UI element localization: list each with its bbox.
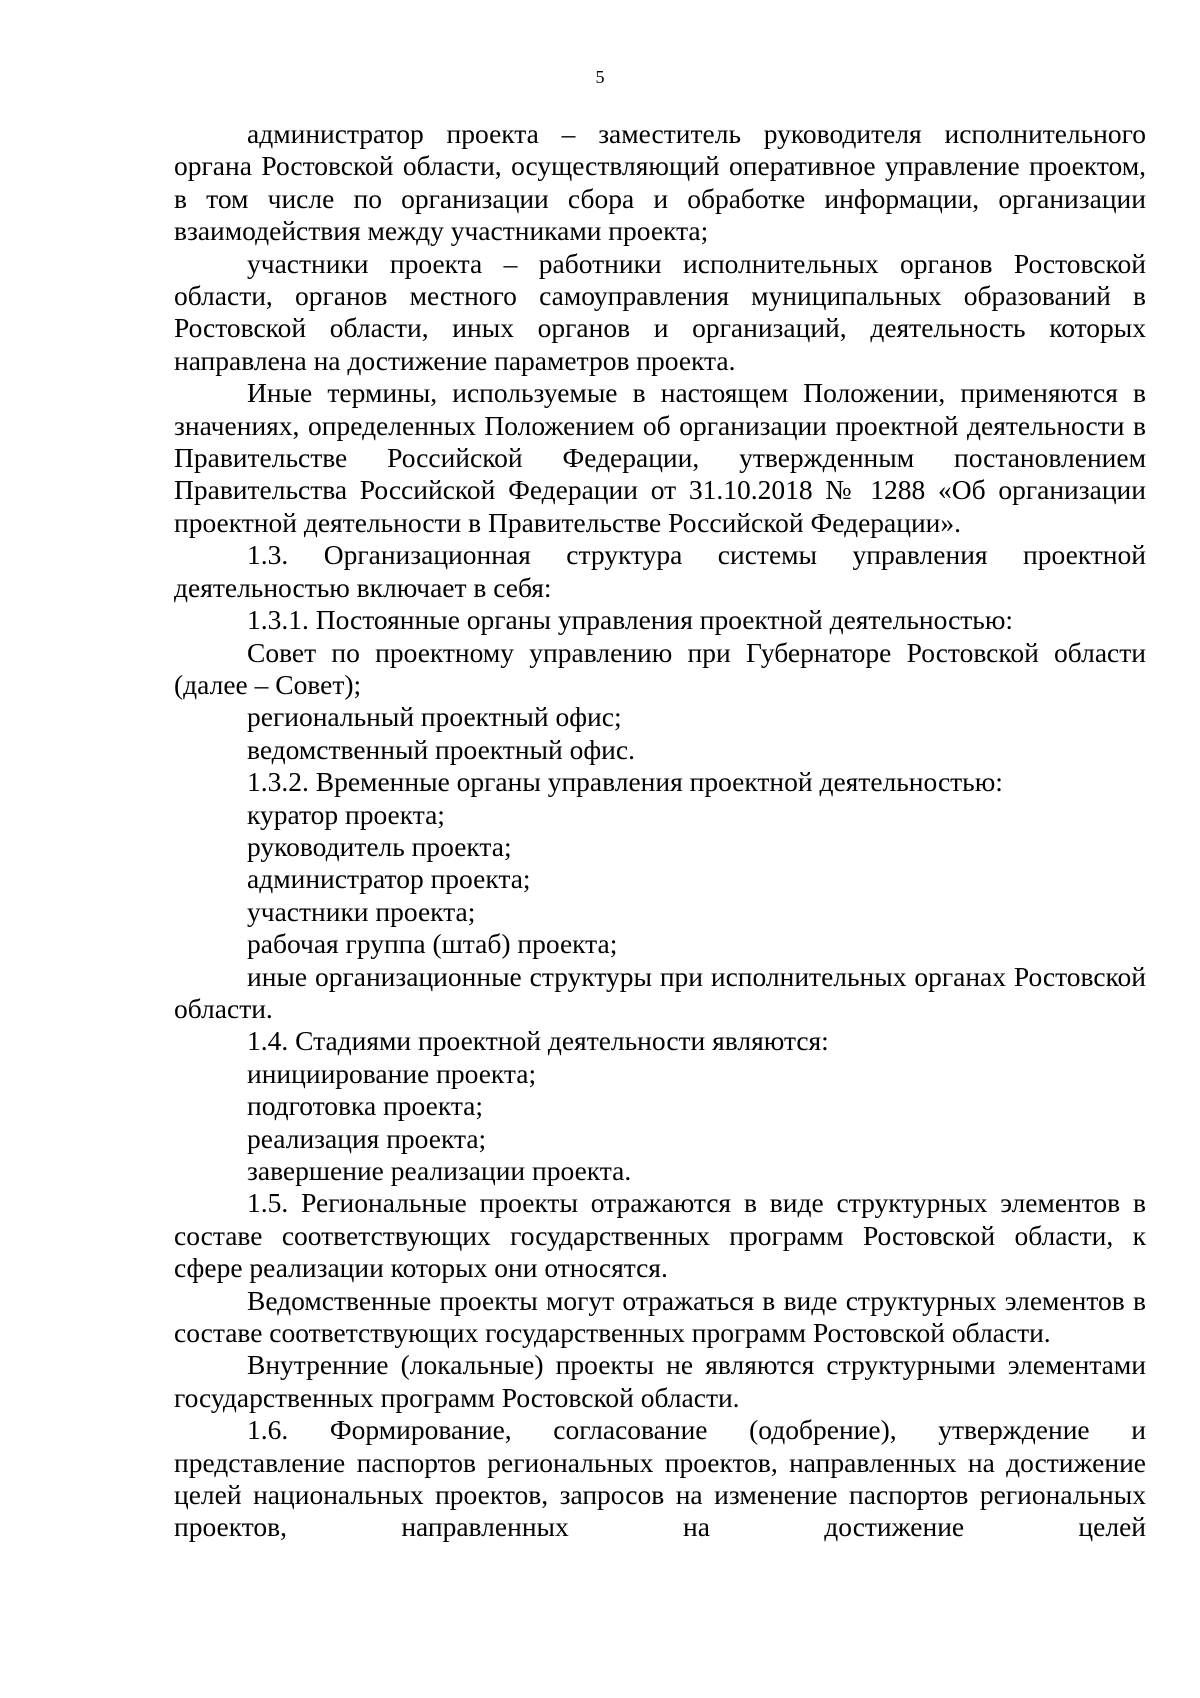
page-number: 5 <box>595 67 605 87</box>
list-item: участники проекта; <box>247 895 476 927</box>
list-item: администратор проекта; <box>247 863 531 895</box>
paragraph: 1.3. Организационная структура системы управления проектной деятельностью включает в себя: <box>174 539 1146 603</box>
list-item: завершение реализации проекта. <box>247 1155 632 1186</box>
list-item: рабочая группа (штаб) проекта; <box>247 928 618 960</box>
list-item: реализация проекта; <box>247 1122 487 1154</box>
paragraph: Иные термины, используемые в настоящем Положении, применяются в значениях, определенных Положением об организации проектной деятельности в Правительстве Российской Федерации, утвержденным постановлением Правительства Российской Федерации от 31.10.2018 № 1288 «Об организации проектной деятельности в Правительстве Российской Федерации». <box>174 377 1146 538</box>
list-item: иные организационные структуры при исполнительных органах Ростовской области. <box>174 960 1146 1024</box>
paragraph: администратор проекта – заместитель руководителя исполнительного органа Ростовской области, осуществляющий оперативное управление проектом, в том числе по организации сбора и обработке информации, организации взаимодействия между участниками проекта; <box>174 118 1146 247</box>
list-item: куратор проекта; <box>247 798 445 830</box>
paragraph: 1.6. Формирование, согласование (одобрение), утверждение и представление паспортов региональных проектов, направленных на достижение целей национальных проектов, запросов на изменение паспортов региональных проектов, направленных на достижение целей <box>174 1414 1146 1543</box>
paragraph: Ведомственные проекты могут отражаться в виде структурных элементов в составе соответствующих государственных программ Ростовской области. <box>174 1284 1146 1349</box>
list-item: руководитель проекта; <box>247 830 512 862</box>
paragraph: 1.3.2. Временные органы управления проектной деятельностью: <box>247 766 1003 798</box>
list-item: инициирование проекта; <box>247 1057 537 1089</box>
paragraph: Внутренние (локальные) проекты не являются структурными элементами государственных программ Ростовской области. <box>174 1349 1146 1413</box>
document-body <box>174 118 1146 1544</box>
paragraph: 1.3.1. Постоянные органы управления проектной деятельностью: <box>247 604 1014 636</box>
list-item: подготовка проекта; <box>247 1090 484 1122</box>
list-item: ведомственный проектный офис. <box>247 733 635 765</box>
list-item: региональный проектный офис; <box>247 701 622 733</box>
paragraph: 1.4. Стадиями проектной деятельности являются: <box>247 1025 829 1057</box>
paragraph: Совет по проектному управлению при Губернаторе Ростовской области (далее – Совет); <box>174 636 1146 700</box>
paragraph: 1.5. Региональные проекты отражаются в виде структурных элементов в составе соответствующих государственных программ Ростовской области, к сфере реализации которых они относятся. <box>174 1187 1146 1284</box>
paragraph: участники проекта – работники исполнительных органов Ростовской области, органов местного самоуправления муниципальных образований в Ростовской области, иных органов и организаций, деятельность которых направлена на достижение параметров проекта. <box>174 247 1146 376</box>
